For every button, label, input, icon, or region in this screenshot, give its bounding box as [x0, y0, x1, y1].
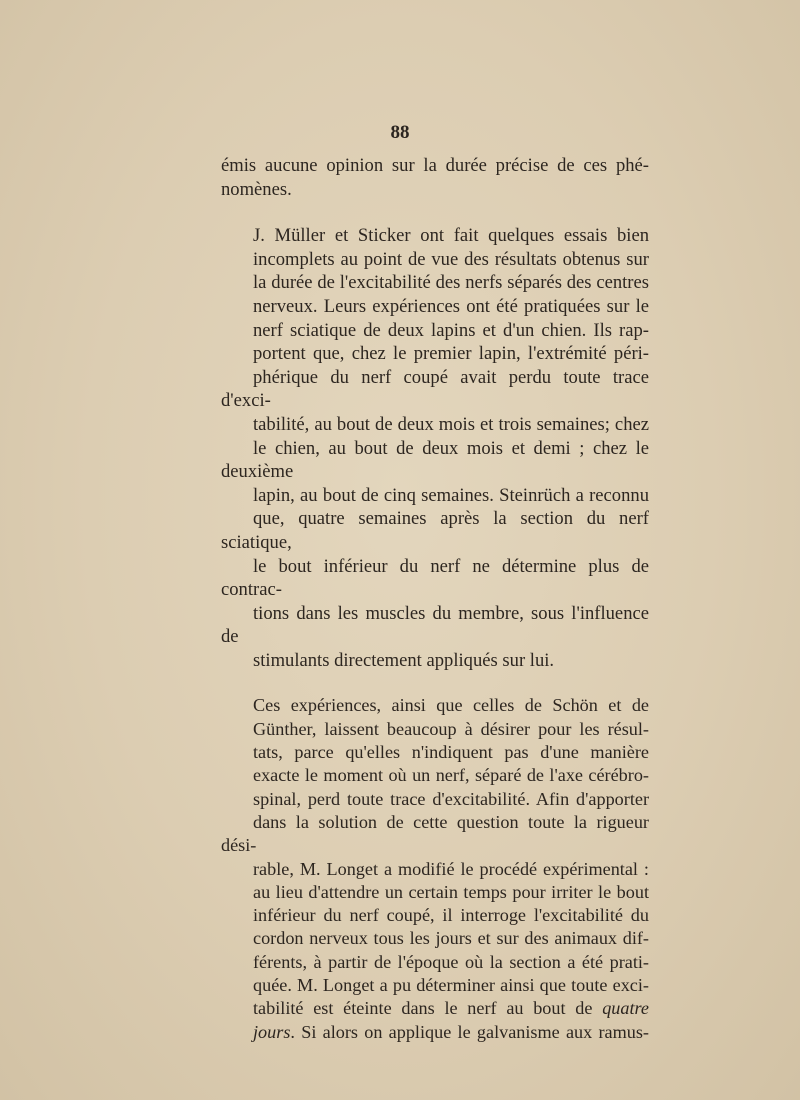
text-line: portent que, chez le premier lapin, l'extrémité péri- — [253, 343, 649, 365]
text-line: férents, à partir de l'époque où la section a été prati- — [253, 951, 649, 972]
text-line: exacte le moment où un nerf, séparé de l'axe cérébro- — [253, 765, 649, 786]
italic-word: jours — [253, 1021, 291, 1042]
text-line: spinal, perd toute trace d'excitabilité. Afin d'apporter — [253, 788, 649, 809]
paragraph-2 — [221, 224, 649, 672]
text-line: J. Müller et Sticker ont fait quelques essais bien — [253, 225, 649, 247]
text-line: nerf sciatique de deux lapins et d'un chien. Ils rap- — [253, 319, 649, 341]
text-line: inférieur du nerf coupé, il interroge l'excitabilité du — [253, 905, 649, 926]
text-line: incomplets au point de vue des résultats obtenus sur — [253, 248, 649, 270]
paragraph-1 — [221, 154, 649, 201]
text-line: le chien, au bout de deux mois et demi ; chez le deuxième — [221, 437, 649, 483]
text-line: nomènes. — [221, 178, 292, 200]
italic-word: quatre — [602, 998, 649, 1019]
text-line: tats, parce qu'elles n'indiquent pas d'une manière — [253, 742, 649, 763]
paragraph-3 — [221, 694, 649, 1043]
text-line: cordon nerveux tous les jours et sur des animaux dif- — [253, 928, 649, 949]
text-line: que, quatre semaines après la section du nerf sciatique, — [221, 508, 649, 553]
text-line: Ces expériences, ainsi que celles de Schön et de — [253, 695, 649, 716]
text-line: la durée de l'excitabilité des nerfs séparés des centres — [253, 272, 649, 294]
text-fragment: tabilité est éteinte dans le nerf au bout de — [253, 998, 593, 1019]
text-line: émis aucune opinion sur la durée précise de ces phé- — [221, 155, 649, 176]
text-line: rable, M. Longet a modifié le procédé expérimental : — [253, 858, 649, 879]
text-line: nerveux. Leurs expériences ont été pratiquées sur le — [253, 295, 649, 317]
text-line: lapin, au bout de cinq semaines. Steinrüch a reconnu — [253, 484, 649, 506]
body-text — [221, 154, 649, 1044]
text-line — [221, 997, 649, 1020]
text-line: Günther, laissent beaucoup à désirer pour les résul- — [253, 718, 649, 739]
text-line: tions dans les muscles du membre, sous l'influence de — [221, 602, 649, 648]
text-line: phérique du nerf coupé avait perdu toute trace d'exci- — [221, 366, 649, 412]
text-fragment: . Si alors on applique le galvanisme aux ramus- — [290, 1021, 649, 1042]
text-line: tabilité, au bout de deux mois et trois semaines; chez — [253, 413, 649, 435]
text-line: le bout inférieur du nerf ne détermine plus de contrac- — [221, 555, 649, 601]
text-line — [221, 1021, 649, 1044]
text-line: dans la solution de cette question toute la rigueur dési- — [221, 811, 649, 856]
text-line: quée. M. Longet a pu déterminer ainsi que toute exci- — [253, 975, 649, 996]
page-number: 88 — [390, 122, 410, 143]
text-line: au lieu d'attendre un certain temps pour irriter le bout — [253, 881, 649, 902]
text-line: stimulants directement appliqués sur lui. — [253, 649, 555, 671]
